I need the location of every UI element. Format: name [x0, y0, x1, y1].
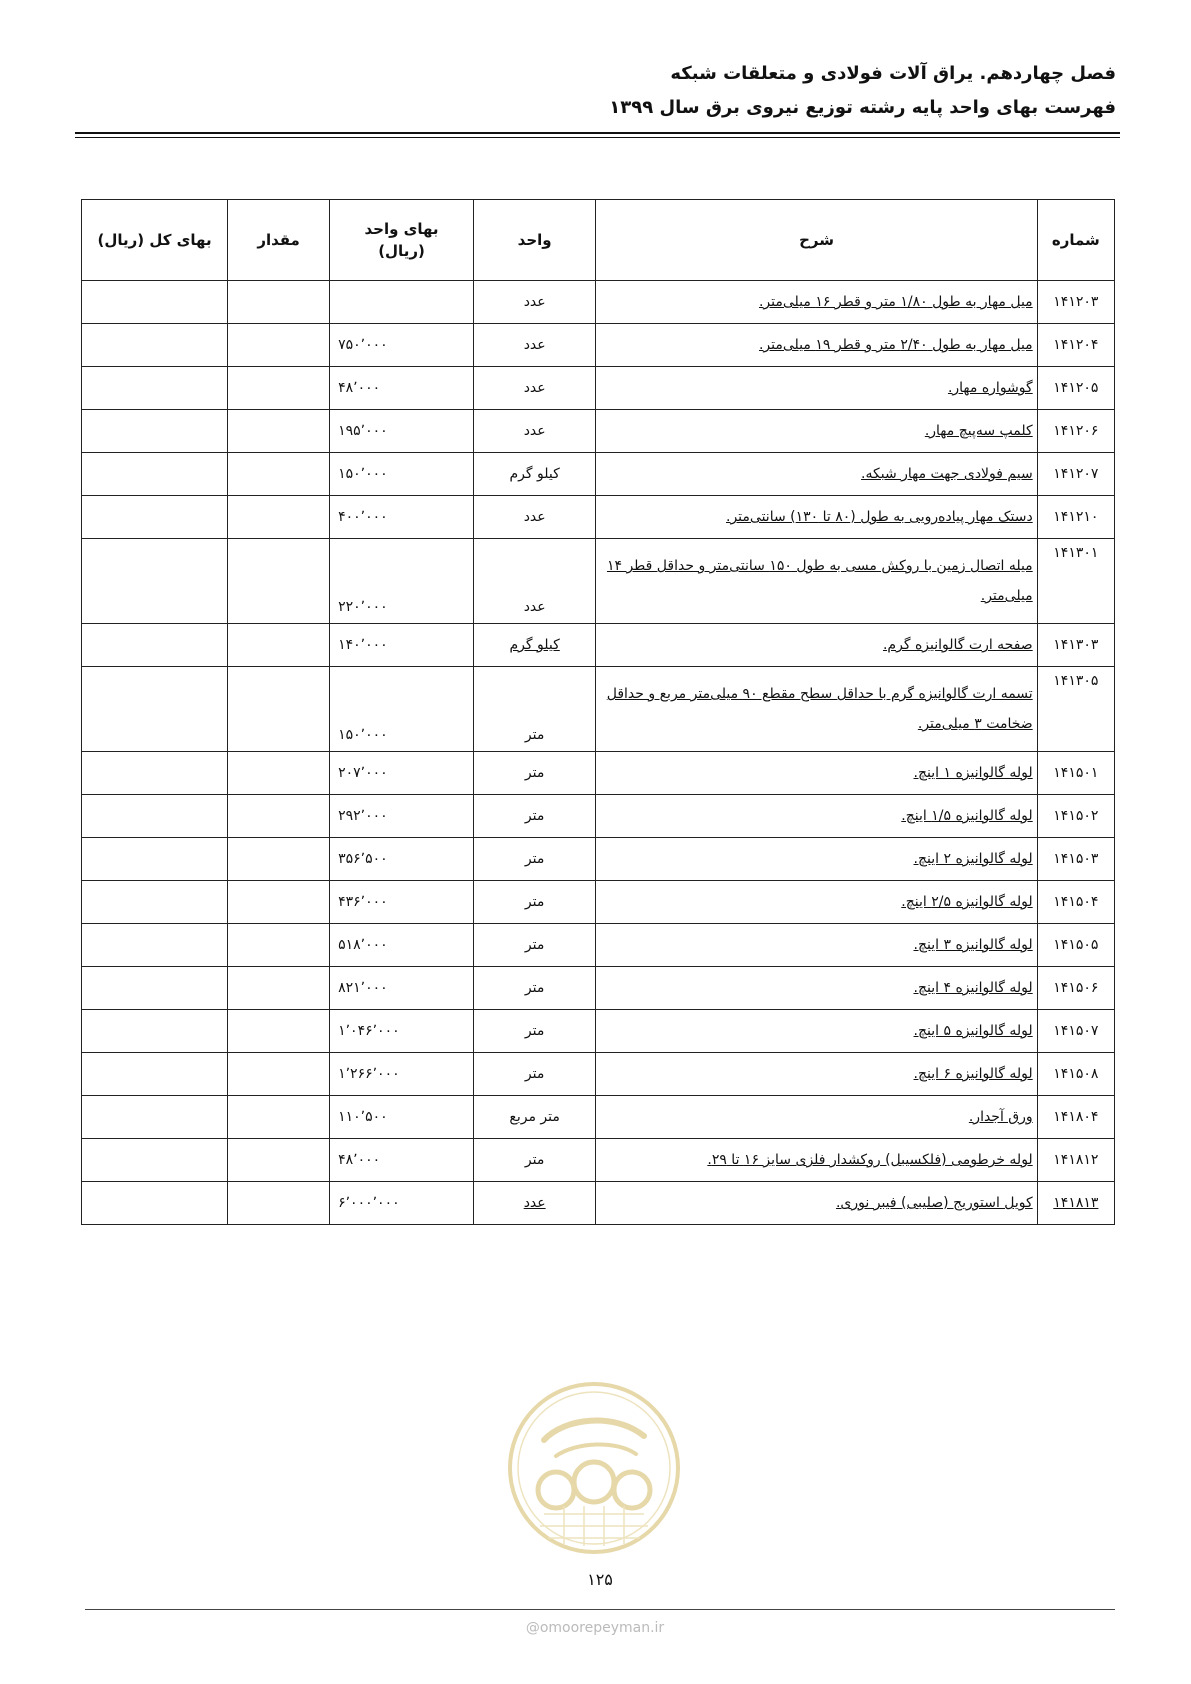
header-rule [75, 132, 1120, 134]
item-quantity[interactable] [228, 324, 330, 367]
item-unit: متر [473, 838, 595, 881]
item-quantity[interactable] [228, 838, 330, 881]
item-number: ۱۴۱۵۰۸ [1037, 1053, 1114, 1096]
item-description-text: دستک مهار پیاده‌رویی به طول (۸۰ تا ۱۳۰) سانتی‌متر. [726, 509, 1033, 525]
item-number: ۱۴۱۲۰۷ [1037, 453, 1114, 496]
item-description-text: میل مهار به طول ۱/۸۰ متر و قطر ۱۶ میلی‌متر. [758, 294, 1033, 310]
item-description [596, 967, 1037, 1010]
item-number: ۱۴۱۵۰۷ [1037, 1010, 1114, 1053]
item-unit: متر [473, 1139, 595, 1182]
seal-logo [504, 1378, 684, 1558]
item-description [596, 410, 1037, 453]
item-number: ۱۴۱۳۰۱ [1037, 539, 1114, 624]
item-unit-price: ۸۲۱٬۰۰۰ [330, 967, 474, 1010]
page-number: ۱۲۵ [587, 1570, 613, 1589]
item-quantity[interactable] [228, 281, 330, 324]
table-header-row [82, 200, 1115, 281]
table-row [82, 324, 1115, 367]
item-unit-price: ۱۵۰٬۰۰۰ [330, 667, 474, 752]
table-row [82, 967, 1115, 1010]
item-number: ۱۴۱۳۰۳ [1037, 624, 1114, 667]
item-description-text: تسمه ارت گالوانیزه گرم با حداقل سطح مقطع ۹۰ میلی‌متر مربع و حداقل ضخامت ۳ میلی‌متر. [606, 686, 1033, 732]
item-description [596, 539, 1037, 624]
item-quantity[interactable] [228, 924, 330, 967]
item-number: ۱۴۱۲۰۳ [1037, 281, 1114, 324]
item-unit-price: ۵۱۸٬۰۰۰ [330, 924, 474, 967]
item-description [596, 924, 1037, 967]
item-unit-price: ۱۹۵٬۰۰۰ [330, 410, 474, 453]
item-quantity[interactable] [228, 496, 330, 539]
item-quantity[interactable] [228, 624, 330, 667]
item-description-text: صفحه ارت گالوانیزه گرم. [882, 637, 1033, 653]
item-description-text: لوله گالوانیزه ۳ اینچ. [913, 937, 1033, 953]
item-quantity[interactable] [228, 967, 330, 1010]
item-unit-price: ۲۹۲٬۰۰۰ [330, 795, 474, 838]
item-unit: متر [473, 1053, 595, 1096]
item-total-price[interactable] [82, 496, 228, 539]
price-table [81, 199, 1115, 1225]
item-description [596, 324, 1037, 367]
item-unit: عدد [473, 539, 595, 624]
item-description [596, 1139, 1037, 1182]
item-description [596, 1053, 1037, 1096]
item-description [596, 367, 1037, 410]
item-number: ۱۴۱۲۱۰ [1037, 496, 1114, 539]
table-row [82, 1182, 1115, 1225]
col-unit-price-currency: (ریال) [378, 242, 425, 260]
item-quantity[interactable] [228, 752, 330, 795]
item-unit-price: ۱۴۰٬۰۰۰ [330, 624, 474, 667]
item-unit: کیلو گرم [473, 453, 595, 496]
item-unit-price: ۶٬۰۰۰٬۰۰۰ [330, 1182, 474, 1225]
item-unit-price: ۴۰۰٬۰۰۰ [330, 496, 474, 539]
page-header [609, 60, 1116, 122]
item-description [596, 752, 1037, 795]
item-unit: عدد [473, 324, 595, 367]
item-description [596, 1096, 1037, 1139]
col-description: شرح [596, 200, 1037, 281]
col-number: شماره [1037, 200, 1114, 281]
item-number: ۱۴۱۵۰۶ [1037, 967, 1114, 1010]
col-quantity: مقدار [228, 200, 330, 281]
item-quantity[interactable] [228, 539, 330, 624]
item-unit-price [330, 281, 474, 324]
item-unit: متر مربع [473, 1096, 595, 1139]
item-total-price[interactable] [82, 795, 228, 838]
item-unit-price: ۴۸٬۰۰۰ [330, 367, 474, 410]
list-title: فهرست بهای واحد پایه رشته توزیع نیروی برق سال ۱۳۹۹ [609, 97, 1116, 118]
item-total-price[interactable] [82, 1010, 228, 1053]
item-unit: متر [473, 667, 595, 752]
item-description [596, 624, 1037, 667]
item-total-price[interactable] [82, 1096, 228, 1139]
item-description [596, 453, 1037, 496]
item-total-price[interactable] [82, 367, 228, 410]
item-total-price[interactable] [82, 752, 228, 795]
item-unit: عدد [473, 367, 595, 410]
table-row [82, 1096, 1115, 1139]
item-unit-price: ۳۵۶٬۵۰۰ [330, 838, 474, 881]
table-row [82, 367, 1115, 410]
item-unit: عدد [473, 410, 595, 453]
table-row [82, 453, 1115, 496]
item-total-price[interactable] [82, 453, 228, 496]
item-unit-price: ۴۳۶٬۰۰۰ [330, 881, 474, 924]
item-number: ۱۴۱۳۰۵ [1037, 667, 1114, 752]
col-unit-price [330, 200, 474, 281]
item-unit: عدد [473, 281, 595, 324]
item-total-price[interactable] [82, 1053, 228, 1096]
item-unit: کیلو گرم [473, 624, 595, 667]
item-description-text: ورق آجدار. [968, 1109, 1033, 1125]
item-total-price[interactable] [82, 881, 228, 924]
item-number: ۱۴۱۸۱۳ [1037, 1182, 1114, 1225]
item-quantity[interactable] [228, 1139, 330, 1182]
item-description [596, 1010, 1037, 1053]
item-quantity[interactable] [228, 1010, 330, 1053]
item-quantity[interactable] [228, 1053, 330, 1096]
item-number: ۱۴۱۸۰۴ [1037, 1096, 1114, 1139]
item-description [596, 881, 1037, 924]
item-total-price[interactable] [82, 281, 228, 324]
item-quantity[interactable] [228, 410, 330, 453]
table-row [82, 624, 1115, 667]
footer-rule [85, 1609, 1115, 1610]
col-unit-price-label: بهای واحد [364, 220, 439, 238]
item-number: ۱۴۱۵۰۳ [1037, 838, 1114, 881]
table-row [82, 838, 1115, 881]
item-description [596, 496, 1037, 539]
item-description [596, 838, 1037, 881]
item-total-price[interactable] [82, 1139, 228, 1182]
col-unit: واحد [473, 200, 595, 281]
item-total-price[interactable] [82, 624, 228, 667]
item-total-price[interactable] [82, 539, 228, 624]
item-unit-price: ۴۸٬۰۰۰ [330, 1139, 474, 1182]
item-description-text: میله اتصال زمین با روکش مسی به طول ۱۵۰ سانتی‌متر و حداقل قطر ۱۴ میلی‌متر. [606, 558, 1033, 604]
item-unit: متر [473, 881, 595, 924]
item-quantity[interactable] [228, 1182, 330, 1225]
table-row [82, 496, 1115, 539]
chapter-title: فصل چهاردهم. یراق آلات فولادی و متعلقات شبکه [670, 63, 1116, 84]
item-unit: متر [473, 924, 595, 967]
item-description [596, 667, 1037, 752]
item-description [596, 795, 1037, 838]
item-unit-price: ۱۱۰٬۵۰۰ [330, 1096, 474, 1139]
item-unit-price: ۱٬۰۴۶٬۰۰۰ [330, 1010, 474, 1053]
item-quantity[interactable] [228, 667, 330, 752]
item-unit: متر [473, 752, 595, 795]
item-description-text: لوله گالوانیزه ۵ اینچ. [913, 1023, 1033, 1039]
item-unit: عدد [473, 1182, 595, 1225]
item-quantity[interactable] [228, 367, 330, 410]
item-unit-price: ۱٬۲۶۶٬۰۰۰ [330, 1053, 474, 1096]
item-quantity[interactable] [228, 453, 330, 496]
website-watermark: @omoorepeyman.ir [525, 1620, 665, 1636]
item-description-text: لوله گالوانیزه ۲ اینچ. [913, 851, 1033, 867]
item-description-text: کویل استوریج (صلیبی) فیبر نوری. [835, 1195, 1033, 1211]
table-row [82, 539, 1115, 624]
item-description-text: کلمپ سه‌پیچ مهار. [924, 423, 1033, 439]
table-row [82, 667, 1115, 752]
item-quantity[interactable] [228, 881, 330, 924]
item-description-text: لوله گالوانیزه ۱ اینچ. [913, 765, 1033, 781]
table-row [82, 881, 1115, 924]
item-description [596, 1182, 1037, 1225]
item-description-text: سیم فولادی جهت مهار شبکه. [861, 466, 1033, 482]
table-row [82, 924, 1115, 967]
item-description-text: گوشواره مهار. [947, 380, 1033, 396]
table-row [82, 795, 1115, 838]
item-number: ۱۴۱۵۰۵ [1037, 924, 1114, 967]
item-unit: متر [473, 1010, 595, 1053]
item-unit-price: ۱۵۰٬۰۰۰ [330, 453, 474, 496]
item-number: ۱۴۱۵۰۴ [1037, 881, 1114, 924]
table-row [82, 1053, 1115, 1096]
item-description-text: لوله گالوانیزه ۶ اینچ. [913, 1066, 1033, 1082]
item-quantity[interactable] [228, 795, 330, 838]
header-rule-thin [75, 137, 1120, 138]
table-row [82, 281, 1115, 324]
item-unit-price: ۲۰۷٬۰۰۰ [330, 752, 474, 795]
item-unit: متر [473, 967, 595, 1010]
item-total-price[interactable] [82, 667, 228, 752]
item-total-price[interactable] [82, 410, 228, 453]
item-unit: عدد [473, 496, 595, 539]
item-description [596, 281, 1037, 324]
item-description-text: میل مهار به طول ۲/۴۰ متر و قطر ۱۹ میلی‌متر. [758, 337, 1033, 353]
item-quantity[interactable] [228, 1096, 330, 1139]
item-number: ۱۴۱۵۰۱ [1037, 752, 1114, 795]
col-total-price: بهای کل (ریال) [82, 200, 228, 281]
table-row [82, 1139, 1115, 1182]
item-unit: متر [473, 795, 595, 838]
item-description-text: لوله گالوانیزه ۲/۵ اینچ. [901, 894, 1033, 910]
item-unit-price: ۲۲۰٬۰۰۰ [330, 539, 474, 624]
item-description-text: لوله خرطومی (فلکسیبل) روکشدار فلزی سایز ۱۶ تا ۲۹. [707, 1152, 1033, 1168]
item-number: ۱۴۱۵۰۲ [1037, 795, 1114, 838]
item-total-price[interactable] [82, 324, 228, 367]
table-row [82, 410, 1115, 453]
item-total-price[interactable] [82, 967, 228, 1010]
item-description-text: لوله گالوانیزه ۴ اینچ. [913, 980, 1033, 996]
item-unit-price: ۷۵۰٬۰۰۰ [330, 324, 474, 367]
item-number: ۱۴۱۸۱۲ [1037, 1139, 1114, 1182]
item-description-text: لوله گالوانیزه ۱/۵ اینچ. [901, 808, 1033, 824]
item-total-price[interactable] [82, 838, 228, 881]
table-row [82, 1010, 1115, 1053]
item-total-price[interactable] [82, 924, 228, 967]
table-row [82, 752, 1115, 795]
item-number: ۱۴۱۲۰۴ [1037, 324, 1114, 367]
item-total-price[interactable] [82, 1182, 228, 1225]
item-number: ۱۴۱۲۰۶ [1037, 410, 1114, 453]
item-number: ۱۴۱۲۰۵ [1037, 367, 1114, 410]
